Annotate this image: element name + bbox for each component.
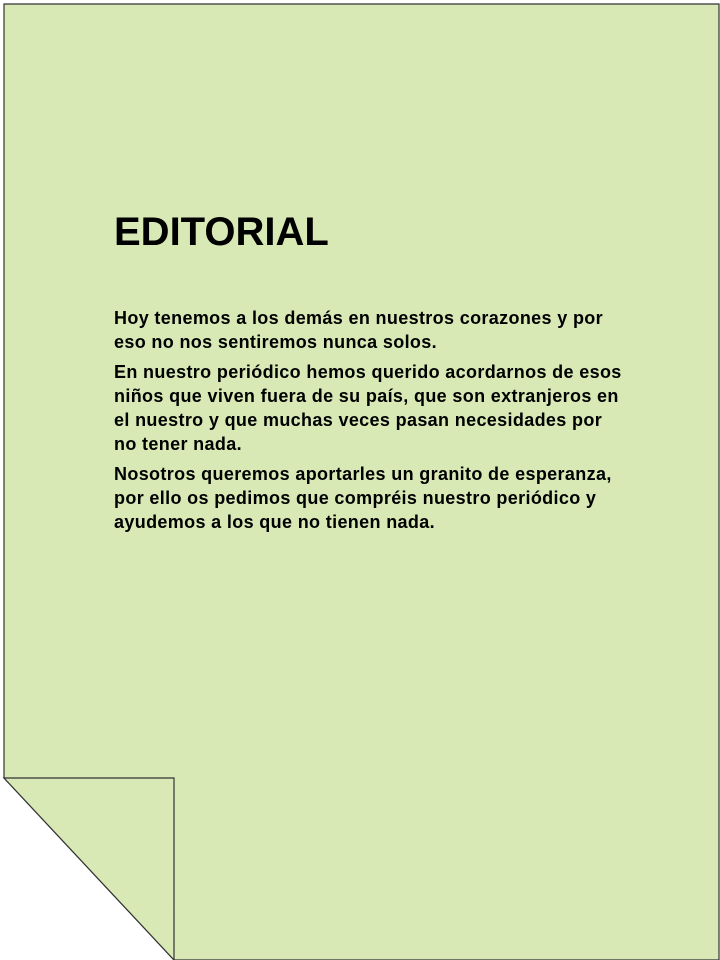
- folded-corner: [4, 778, 174, 960]
- editorial-title: EDITORIAL: [114, 210, 329, 254]
- editorial-content: [114, 206, 624, 540]
- editorial-paragraph-2: En nuestro periódico hemos querido acordarnos de esos niños que viven fuera de su país, que son extranjeros en el nuestro y que muchas veces pasan necesidades por no tener nada.: [114, 362, 622, 454]
- editorial-paragraph-3: Nosotros queremos aportarles un granito de esperanza, por ello os pedimos que compréis nuestro periódico y ayudemos a los que no tienen nada.: [114, 464, 612, 532]
- editorial-paragraph-1: Hoy tenemos a los demás en nuestros corazones y por eso no nos sentiremos nunca solos.: [114, 308, 603, 352]
